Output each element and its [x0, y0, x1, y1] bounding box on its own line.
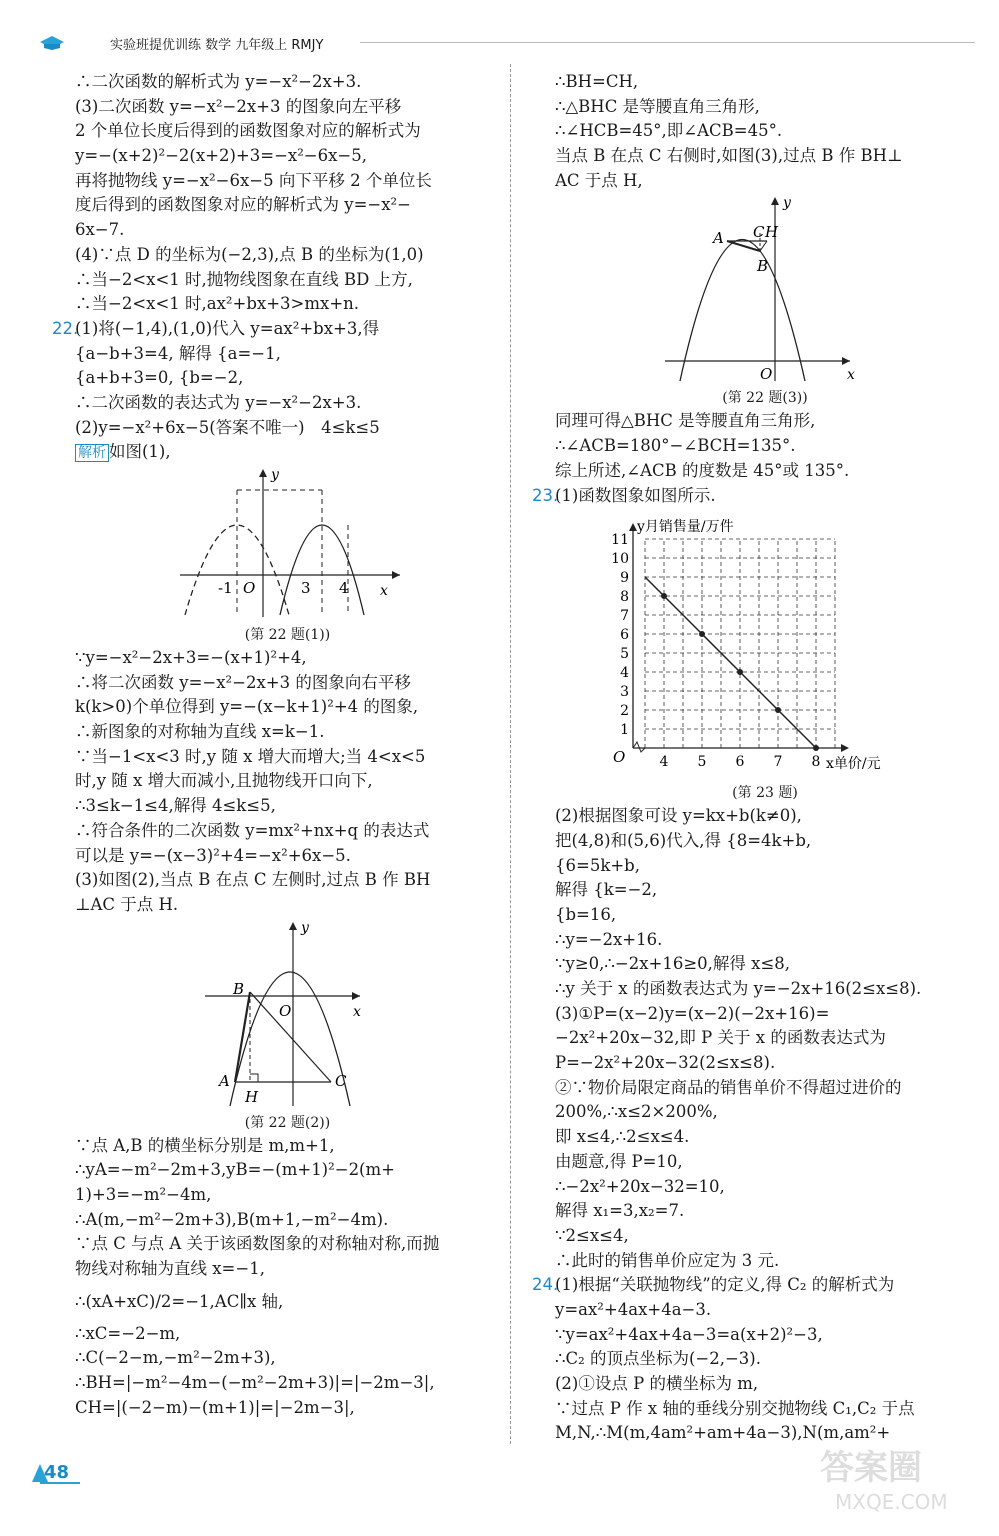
text-line: 即 x≤4,∴2≤x≤4. — [555, 1127, 690, 1147]
text-line: 2 个单位长度后得到的函数图象对应的解析式为 — [75, 121, 421, 141]
text-line — [52, 317, 500, 342]
axis-break-mark — [633, 742, 645, 752]
data-point — [737, 669, 743, 675]
text-line: −2x²+20x−32,即 P 关于 x 的函数表达式为 — [555, 1028, 886, 1048]
text-line: ∴y 关于 x 的函数表达式为 y=−2x+16(2≤x≤8). — [555, 979, 922, 998]
text-line: 把(4,8)和(5,6)代入,得 {8=4k+b, — [555, 830, 812, 850]
y-tick-label: 1 — [620, 722, 629, 739]
text-line: ∴∠HCB=45°,即∠ACB=45°. — [555, 121, 783, 141]
text-span: (1)根据“关联抛物线”的定义,得 C₂ 的解析式为 — [555, 1275, 895, 1295]
arrow-icon — [352, 992, 360, 1000]
point-label: H — [245, 1087, 259, 1106]
watermark-url: MXQE.COM — [835, 1490, 948, 1514]
figure-22-2 — [75, 918, 500, 1108]
text-line: ⊥AC 于点 H. — [75, 894, 179, 914]
y-tick-label: 10 — [611, 551, 629, 568]
segment-bc — [760, 241, 767, 251]
text-line: 解得 x₁=3,x₂=7. — [555, 1201, 685, 1221]
x-axis-label: x单价/元 — [826, 756, 881, 773]
y-tick-label: 5 — [620, 646, 629, 663]
text-line: (4)∵点 D 的坐标为(−2,3),点 B 的坐标为(1,0) — [75, 244, 424, 264]
text-line: ∴C₂ 的顶点坐标为(−2,−3). — [555, 1349, 761, 1369]
arrow-icon — [629, 523, 637, 531]
figure-22-1 — [75, 465, 500, 620]
text-line: CH=|(−2−m)−(m+1)|=|−2m−3|, — [75, 1397, 355, 1417]
text-line: ∴3≤k−1≤4,解得 4≤k≤5, — [75, 796, 276, 816]
tick-label: 4 — [339, 579, 349, 597]
text-line: ∴(xA+xC)/2=−1,AC∥x 轴, — [75, 1291, 284, 1311]
header-title: 实验班提优训练 数学 九年级上 RMJY — [110, 38, 324, 53]
y-label: y — [271, 467, 279, 483]
text-line: y=ax²+4ax+4a−3. — [555, 1299, 712, 1319]
text-line: ∵点 C 与点 A 关于该函数图象的对称轴对称,而抛 — [75, 1234, 440, 1254]
point-label: B — [757, 257, 769, 276]
parabola — [680, 240, 805, 382]
text-line: 200%,∴x≤2×200%, — [555, 1102, 718, 1122]
text-line: 由题意,得 P=10, — [555, 1151, 683, 1171]
text-span: (1)将(−1,4),(1,0)代入 y=ax²+bx+3,得 — [75, 318, 380, 338]
text-line: 同理可得△BHC 是等腰直角三角形, — [555, 411, 816, 431]
text-line: ∴yA=−m²−2m+3,yB=−(m+1)²−2(m+ — [75, 1160, 395, 1180]
y-tick-label: 9 — [620, 570, 629, 587]
text-line: ∴将二次函数 y=−x²−2x+3 的图象向右平移 — [75, 672, 411, 692]
x-tick-label: 4 — [659, 754, 669, 771]
text-line: 6x−7. — [75, 220, 125, 240]
origin-label: O — [279, 1001, 292, 1020]
text-line: (3)①P=(x−2)y=(x−2)(−2x+16)= — [555, 1003, 830, 1023]
origin-label: O — [760, 365, 773, 384]
text-line: 1)+3=−m²−4m, — [75, 1184, 212, 1204]
text-line: (3)如图(2),当点 B 在点 C 左侧时,过点 B 作 BH — [75, 870, 431, 890]
parabola — [230, 972, 350, 1106]
figure-caption: (第 22 题(2)) — [244, 1114, 331, 1131]
text-line: 再将抛物线 y=−x²−6x−5 向下平移 2 个单位长 — [75, 170, 432, 190]
text-line: 当点 B 在点 C 右侧时,如图(3),过点 B 作 BH⊥ — [555, 146, 903, 166]
x-label: x — [353, 1003, 361, 1020]
point-label: C — [753, 223, 765, 242]
point-label: B — [233, 979, 245, 998]
text-line: ∴BH=CH, — [555, 72, 639, 91]
text-line: {a+b+3=0, {b=−2, — [75, 368, 244, 388]
text-line: ∴二次函数的表达式为 y=−x²−2x+3. — [75, 392, 362, 412]
figure-22-3 — [555, 193, 975, 383]
text-line: ∵y≥0,∴−2x+16≥0,解得 x≤8, — [555, 954, 791, 974]
text-line: (3)二次函数 y=−x²−2x+3 的图象向左平移 — [75, 96, 402, 116]
x-label: x — [847, 367, 855, 384]
text-line: (2)y=−x²+6x−5(答案不唯一) 4≤k≤5 — [75, 417, 380, 437]
text-line: ∴A(m,−m²−2m+3),B(m+1,−m²−4m). — [75, 1209, 389, 1229]
figure-23-chart — [555, 508, 975, 778]
text-line: 可以是 y=−(x−3)²+4=−x²+6x−5. — [75, 845, 351, 865]
right-column — [532, 70, 975, 1446]
origin-label: O — [613, 748, 626, 767]
x-tick-label: 7 — [773, 754, 783, 771]
text-line: {a−b+3=4, 解得 {a=−1, — [75, 343, 281, 363]
x-tick-label: 8 — [811, 754, 821, 771]
x-tick-label: 5 — [697, 754, 707, 771]
text-line: ∵过点 P 作 x 轴的垂线分别交抛物线 C₁,C₂ 于点 — [555, 1398, 915, 1418]
text-line: M,N,∴M(m,4am²+am+4a−3),N(m,am²+ — [555, 1423, 891, 1443]
arrow-icon — [392, 571, 400, 579]
text-line: ∴二次函数的解析式为 y=−x²−2x+3. — [75, 72, 362, 91]
text-line: ∴当−2<x<1 时,抛物线图象在直线 BD 上方, — [75, 269, 413, 289]
text-line: 物线对称轴为直线 x=−1, — [75, 1259, 265, 1278]
text-line: P=−2x²+20x−32(2≤x≤8). — [555, 1053, 776, 1073]
arrow-icon — [771, 197, 779, 205]
y-tick-label: 8 — [620, 589, 629, 606]
y-axis-label: y月销售量/万件 — [637, 519, 734, 536]
text-line: 解得 {k=−2, — [555, 880, 658, 900]
text-line: ∴BH=|−m²−4m−(−m²−2m+3)|=|−2m−3|, — [75, 1373, 435, 1393]
figure-caption: (第 22 题(1)) — [244, 627, 331, 643]
text-line: ∴新图象的对称轴为直线 x=k−1. — [75, 722, 325, 742]
text-line: ∴当−2<x<1 时,ax²+bx+3>mx+n. — [75, 294, 360, 314]
question-number: 24. — [532, 1275, 559, 1295]
analysis-tag: 解析 — [75, 444, 109, 462]
text-line: ∴∠ACB=180°−∠BCH=135°. — [555, 436, 796, 456]
column-divider — [510, 64, 511, 1444]
y-tick-label: 4 — [620, 665, 629, 682]
arrow-icon — [289, 922, 297, 930]
text-line: ∵y=ax²+4ax+4a−3=a(x+2)²−3, — [555, 1324, 823, 1344]
text-line: ∴C(−2−m,−m²−2m+3), — [75, 1348, 276, 1368]
page-number: 48 — [44, 1462, 70, 1483]
book-logo-icon — [38, 34, 66, 50]
text-line: ∴符合条件的二次函数 y=mx²+nx+q 的表达式 — [75, 820, 430, 840]
text-line: 时,y 随 x 增大而减小,且抛物线开口向下, — [75, 771, 373, 791]
figure-caption: (第 23 题) — [732, 785, 798, 802]
text-line: (2)①设点 P 的横坐标为 m, — [555, 1374, 759, 1393]
origin-label: O — [243, 579, 256, 597]
text-line: ∴−2x²+20x−32=10, — [555, 1176, 725, 1196]
y-tick-label: 7 — [620, 608, 629, 625]
text-line: {b=16, — [555, 904, 617, 924]
series-line — [645, 577, 816, 748]
point-label: H — [765, 223, 779, 242]
page-header — [30, 30, 975, 52]
text-line: 度后得到的函数图象对应的解析式为 y=−x²− — [75, 195, 411, 215]
text-span: 如图(1), — [109, 442, 171, 462]
watermark: 答案圈 — [820, 1448, 922, 1488]
y-tick-label: 2 — [620, 703, 629, 720]
point-label: C — [335, 1071, 347, 1090]
left-column — [52, 70, 500, 1420]
text-line: ∵点 A,B 的横坐标分别是 m,m+1, — [75, 1135, 335, 1155]
text-line: (2)根据图象可设 y=kx+b(k≠0), — [555, 806, 802, 826]
right-angle-mark — [250, 1074, 258, 1082]
tick-label: -1 — [218, 579, 233, 597]
y-label: y — [301, 919, 309, 936]
text-line: ∴此时的销售单价应定为 3 元. — [555, 1250, 780, 1270]
text-line — [532, 484, 975, 509]
text-line: ∴y=−2x+16. — [555, 929, 663, 949]
text-line — [75, 440, 500, 465]
text-line — [532, 1273, 975, 1298]
x-label: x — [380, 583, 388, 599]
question-number: 23. — [532, 485, 559, 505]
text-line: ∴△BHC 是等腰直角三角形, — [555, 96, 760, 116]
point-label: A — [713, 229, 724, 248]
y-tick-label: 11 — [611, 532, 629, 549]
x-tick-label: 6 — [735, 754, 745, 771]
text-line: {6=5k+b, — [555, 855, 640, 875]
y-label: y — [783, 195, 791, 212]
text-span: (1)函数图象如图所示. — [555, 485, 716, 505]
arrow-icon — [841, 744, 849, 752]
figure-caption: (第 22 题(3)) — [722, 390, 808, 407]
text-line: ②∵物价局限定商品的销售单价不得超过进价的 — [555, 1077, 902, 1097]
question-number: 22. — [52, 318, 79, 338]
y-tick-label: 3 — [620, 684, 629, 701]
data-point — [775, 707, 781, 713]
arrow-icon — [259, 469, 267, 477]
text-line: k(k>0)个单位得到 y=−(x−k+1)²+4 的图象, — [75, 697, 419, 717]
header-rule — [360, 42, 975, 43]
point-label: A — [219, 1071, 230, 1090]
data-point — [699, 631, 705, 637]
tick-label: 3 — [301, 579, 311, 597]
data-point — [661, 593, 667, 599]
y-tick-label: 6 — [620, 627, 629, 644]
data-point — [813, 745, 819, 751]
text-line: ∵当−1<x<3 时,y 随 x 增大而增大;当 4<x<5 — [75, 746, 426, 766]
text-line: ∴xC=−2−m, — [75, 1323, 181, 1343]
text-line: ∵y=−x²−2x+3=−(x+1)²+4, — [75, 648, 307, 667]
text-line: AC 于点 H, — [555, 170, 643, 190]
text-line: 综上所述,∠ACB 的度数是 45°或 135°. — [555, 460, 850, 480]
text-line: y=−(x+2)²−2(x+2)+3=−x²−6x−5, — [75, 146, 368, 166]
arrow-icon — [842, 357, 850, 365]
text-line: ∵2≤x≤4, — [555, 1225, 629, 1245]
